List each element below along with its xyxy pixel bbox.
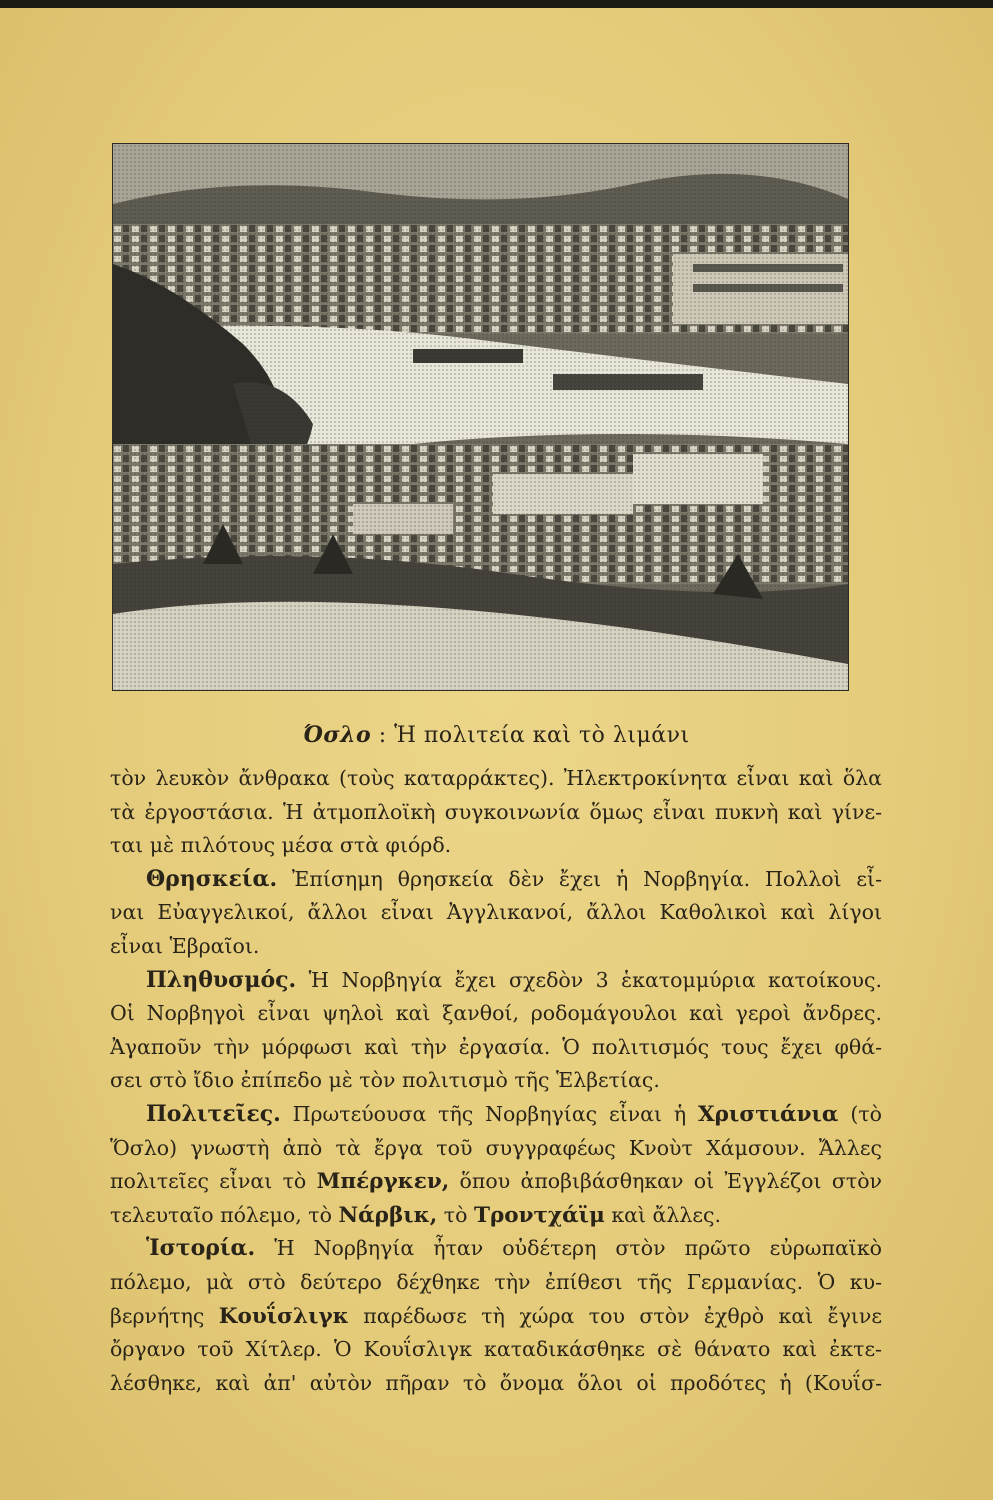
city-narvik: Νάρβικ,	[338, 1202, 438, 1228]
body-text	[110, 762, 882, 1400]
text-line	[110, 1165, 882, 1199]
caption-text: Ἡ πολιτεία καὶ τὸ λιμάνι	[394, 723, 690, 748]
religion-heading: Θρησκεία.	[146, 865, 278, 892]
text-line: ται μὲ πιλότους μέσα στὰ φιόρδ.	[110, 833, 452, 858]
text-line: τὰ ἐργοστάσια. Ἡ ἀτμοπλοϊκὴ συγκοινωνία ὅμως εἶναι πυκνὴ καὶ γίνε-	[110, 799, 882, 824]
text-line: λέσθηκε, καὶ ἀπ' αὐτὸν πῆραν τὸ ὄνομα ὅλοι οἱ προδότες ἡ (Κουΐσ-	[110, 1370, 882, 1395]
text-line: πόλεμο, μὰ στὸ δεύτερο δέχθηκε τὴν ἐπίθεσι τῆς Γερμανίας. Ὁ κυ-	[110, 1269, 882, 1294]
text-line: ναι Εὐαγγελικοί, ἄλλοι εἶναι Ἀγγλικανοί, ἄλλοι Καθολικοὶ καὶ λίγοι	[110, 900, 882, 925]
city-trondheim: Τροντχάϊμ	[473, 1202, 605, 1228]
photo-caption	[0, 722, 993, 748]
text-span: τελευταῖο πόλεμο, τὸ	[110, 1202, 339, 1227]
text-span: Ἐπίσημη θρησκεία δὲν ἔχει ἡ Νορβηγία. Πολλοὶ εἶ-	[277, 866, 882, 891]
history-heading: Ἱστορία.	[146, 1235, 256, 1262]
text-span: Ἡ Νορβηγία ἦταν οὐδέτερη στὸν πρῶτο εὐρωπαϊκὸ	[255, 1236, 882, 1261]
text-line: ὄργανο τοῦ Χίτλερ. Ὁ Κουΐσλιγκ καταδικάσθηκε σὲ θάνατο καὶ ἐκτε-	[110, 1337, 882, 1362]
text-line	[110, 1199, 882, 1233]
text-span: τὸ	[437, 1202, 474, 1227]
text-line: σει στὸ ἴδιο ἐπίπεδο μὲ τὸν πολιτισμὸ τῆς Ἑλβετίας.	[110, 1068, 660, 1093]
text-span: Πρωτεύουσα τῆς Νορβηγίας εἶναι ἡ	[280, 1101, 698, 1126]
text-span: πολιτεῖες εἶναι τὸ	[110, 1169, 317, 1194]
population-paragraph	[110, 964, 882, 998]
cities-heading: Πολιτεῖες.	[146, 1100, 281, 1127]
quisling-name: Κουΐσλιγκ	[218, 1303, 349, 1329]
text-line: τὸν λευκὸν ἄνθρακα (τοὺς καταρράκτες). Ἠλεκτροκίνητα εἶναι καὶ ὅλα	[110, 766, 882, 790]
text-line: Οἱ Νορβηγοὶ εἶναι ψηλοὶ καὶ ξανθοί, ροδομάγουλοι καὶ γεροὶ ἄνδρες.	[110, 1001, 882, 1026]
text-span: παρέδωσε τὴ χώρα του στὸν ἐχθρὸ καὶ ἔγινε	[348, 1303, 882, 1328]
city-bergen: Μπέργκεν,	[316, 1169, 450, 1195]
text-span: Ἡ Νορβηγία ἔχει σχεδὸν 3 ἑκατομμύρια κατοίκους.	[296, 967, 882, 992]
text-span: καὶ ἄλλες.	[604, 1202, 721, 1227]
cities-paragraph	[110, 1098, 882, 1132]
capital-name: Χριστιάνια	[697, 1101, 839, 1127]
history-paragraph	[110, 1232, 882, 1266]
text-span: ὅπου ἀποβιβάσθηκαν οἱ Ἐγγλέζοι στὸν	[449, 1169, 882, 1194]
text-line	[110, 1300, 882, 1334]
text-span: βερνήτης	[110, 1303, 219, 1328]
caption-separator: :	[371, 723, 395, 748]
religion-paragraph	[110, 863, 882, 897]
text-line: Ἀγαποῦν τὴν μόρφωσι καὶ τὴν ἐργασία. Ὁ πολιτισμός τους ἔχει φθά-	[110, 1034, 882, 1059]
page-top-edge	[0, 0, 993, 8]
population-heading: Πληθυσμός.	[146, 966, 297, 993]
text-line: εἶναι Ἑβραῖοι.	[110, 933, 260, 958]
oslo-photo	[112, 143, 849, 691]
text-line: Ὅσλο) γνωστὴ ἀπὸ τὰ ἔργα τοῦ συγγραφέως Κνοὺτ Χάμσουν. Ἄλλες	[110, 1135, 882, 1160]
oslo-photo-drawing	[113, 144, 848, 690]
text-span: (τὸ	[838, 1101, 882, 1126]
caption-place: Όσλο	[303, 722, 372, 748]
